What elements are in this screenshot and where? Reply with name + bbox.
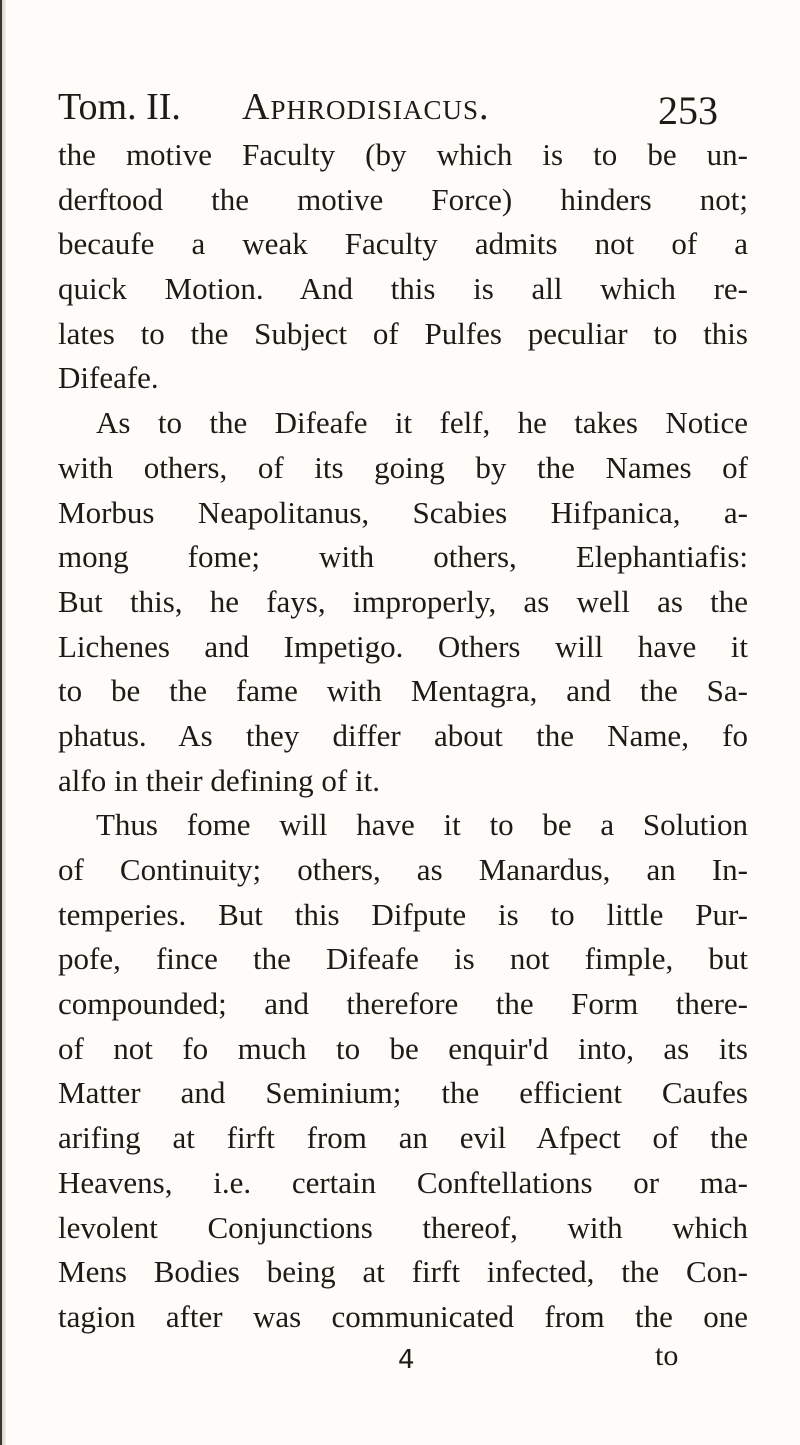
text-line: As to the Difeafe it felf, he takes Notice xyxy=(96,405,748,441)
text-line: Morbus Neapolitanus, Scabies Hifpanica, a- xyxy=(58,494,748,530)
text-line: pofe, fince the Difeafe is not fimple, but xyxy=(58,941,748,977)
running-title: Aphrodisiacus. xyxy=(242,86,490,128)
text-line: temperies. But this Difpute is to little Pur- xyxy=(58,896,748,932)
text-line: Mens Bodies being at firft infected, the Con- xyxy=(58,1254,748,1290)
text-line: compounded; and therefore the Form there- xyxy=(58,986,748,1022)
page-binding-edge xyxy=(0,0,6,1445)
text-line: of not fo much to be enquir'd into, as its xyxy=(58,1030,748,1066)
running-header xyxy=(58,82,748,132)
text-line: alfo in their defining of it. xyxy=(58,762,380,798)
text-line: lates to the Subject of Pulfes peculiar to this xyxy=(58,315,748,351)
page-footer xyxy=(0,1339,800,1385)
text-line: becaufe a weak Faculty admits not of a xyxy=(58,226,748,262)
text-line: to be the fame with Mentagra, and the Sa- xyxy=(58,673,748,709)
text-line: with others, of its going by the Names of xyxy=(58,449,748,485)
text-line: phatus. As they differ about the Name, fo xyxy=(58,717,748,753)
text-line: Thus fome will have it to be a Solution xyxy=(96,807,748,843)
text-line: mong fome; with others, Elephantiafis: xyxy=(58,539,748,575)
catchword: to xyxy=(655,1339,679,1372)
text-line: quick Motion. And this is all which re- xyxy=(58,271,748,307)
text-line: Lichenes and Impetigo. Others will have it xyxy=(58,628,748,664)
text-line: levolent Conjunctions thereof, with which xyxy=(58,1209,748,1245)
text-line: Heavens, i.e. certain Conftellations or ma- xyxy=(58,1164,748,1200)
body-text xyxy=(58,133,748,1340)
text-line: of Continuity; others, as Manardus, an In- xyxy=(58,852,748,887)
text-line: arifing at firft from an evil Afpect of the xyxy=(58,1120,748,1156)
text-line: Matter and Seminium; the efficient Caufes xyxy=(58,1075,748,1111)
text-line: Difeafe. xyxy=(58,360,159,396)
text-line: But this, he fays, improperly, as well as the xyxy=(58,583,748,619)
page-number: 253 xyxy=(658,88,718,133)
text-line: tagion after was communicated from the one xyxy=(58,1298,748,1334)
text-line: the motive Faculty (by which is to be un- xyxy=(58,137,748,172)
signature-mark: 4 xyxy=(398,1345,415,1375)
volume-label: Tom. II. xyxy=(58,86,181,128)
text-line: derftood the motive Force) hinders not; xyxy=(58,181,748,217)
